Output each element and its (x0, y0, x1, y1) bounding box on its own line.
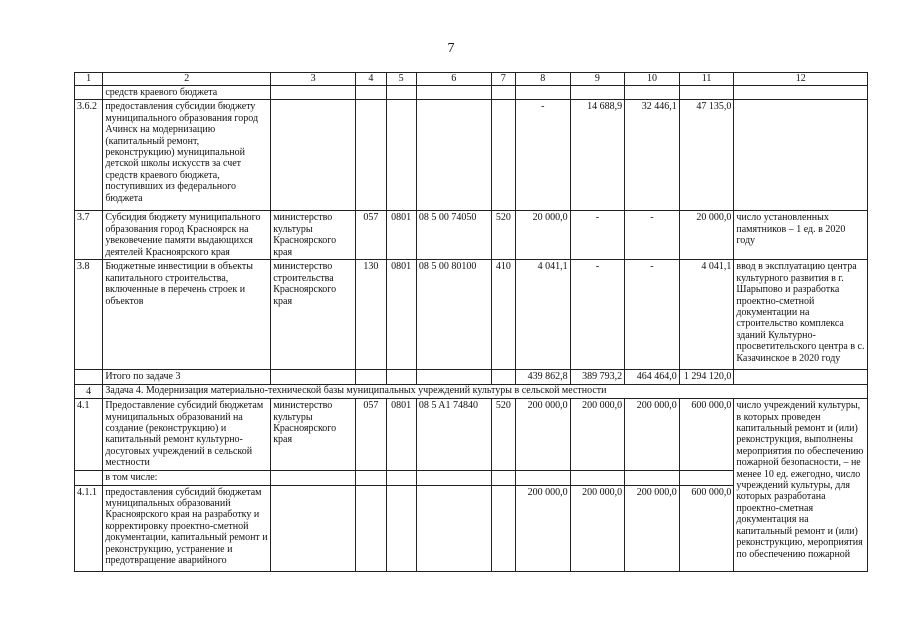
row-number: 4.1.1 (75, 485, 103, 571)
value-2021: 200 000,0 (625, 399, 680, 471)
total-2019: 439 862,8 (515, 370, 570, 384)
total-2021: 464 464,0 (625, 370, 680, 384)
value-2019: 200 000,0 (515, 399, 570, 471)
column-header: 9 (570, 73, 625, 86)
column-header: 10 (625, 73, 680, 86)
column-header: 6 (416, 73, 491, 86)
code-section: 0801 (386, 399, 416, 471)
task-heading-row (75, 384, 868, 398)
value-2019: 200 000,0 (515, 485, 570, 571)
code-section: 0801 (386, 211, 416, 260)
responsible-org: министерство строительства Красноярского края (271, 260, 356, 370)
value-2021: - (625, 211, 680, 260)
table-row (75, 211, 868, 260)
value-2020: 200 000,0 (570, 399, 625, 471)
column-header: 7 (491, 73, 515, 86)
value-2019: 4 041,1 (515, 260, 570, 370)
row-number: 4.1 (75, 399, 103, 471)
page-number: 7 (447, 41, 455, 56)
value-2021: - (625, 260, 680, 370)
total-row (75, 370, 868, 384)
value-total: 600 000,0 (679, 399, 734, 471)
measure-name: Предоставление субсидий бюджетам муниципальных образований на создание (реконструкцию) и капитальный ремонт культурно-досуговых учреждений в сельской местности (103, 399, 271, 471)
column-header: 11 (679, 73, 734, 86)
including-label: в том числе: (103, 471, 271, 485)
code-grbs: 130 (356, 260, 386, 370)
code-grbs: 057 (356, 399, 386, 471)
measure-name: Субсидия бюджету муниципального образования город Красноярск на увековечение памяти выдающихся деятелей Красноярского края (103, 211, 271, 260)
responsible-org: министерство культуры Красноярского края (271, 399, 356, 471)
value-2020: - (570, 211, 625, 260)
code-grbs: 057 (356, 211, 386, 260)
value-2021: 32 446,1 (625, 100, 680, 211)
code-section: 0801 (386, 260, 416, 370)
code-target: 08 5 00 74050 (416, 211, 491, 260)
table-row (75, 260, 868, 370)
value-2021: 200 000,0 (625, 485, 680, 571)
value-total: 47 135,0 (679, 100, 734, 211)
column-header: 2 (103, 73, 271, 86)
column-header: 12 (734, 73, 868, 86)
table-row (75, 100, 868, 211)
column-header: 8 (515, 73, 570, 86)
table-row (75, 86, 868, 100)
code-expense-type: 520 (491, 399, 515, 471)
code-expense-type: 520 (491, 211, 515, 260)
expected-result: число установленных памятников – 1 ед. в 2020 году (734, 211, 868, 260)
column-header: 4 (356, 73, 386, 86)
measure-name: предоставления субсидии бюджету муниципального образования город Ачинск на модернизацию (капитальный ремонт, реконструкцию) муниципальной детской школы искусств за счет средств краевого бюджета, поступивших из федерального бюджета (103, 100, 271, 211)
value-total: 4 041,1 (679, 260, 734, 370)
code-target: 08 5 A1 74840 (416, 399, 491, 471)
value-2019: - (515, 100, 570, 211)
value-2020: - (570, 260, 625, 370)
row-number: 4 (75, 384, 103, 398)
value-total: 600 000,0 (679, 485, 734, 571)
row-number: 3.8 (75, 260, 103, 370)
total-label: Итого по задаче 3 (103, 370, 271, 384)
expected-result: число учреждений культуры, в которых проведен капитальный ремонт и (или) реконструкция, выполнены мероприятия по обеспечению пожарной безопасности, – не менее 10 ед. ежегодно, число учреждений культуры, для которых разработана проектно-сметная документация на капитальный ремонт и (или) реконструкцию, мероприятия по обеспечению пожарной (734, 399, 868, 571)
code-target: 08 5 00 80100 (416, 260, 491, 370)
total-2020: 389 793,2 (570, 370, 625, 384)
row-number: 3.6.2 (75, 100, 103, 211)
value-2020: 200 000,0 (570, 485, 625, 571)
column-header: 1 (75, 73, 103, 86)
column-header: 3 (271, 73, 356, 86)
measure-name: Бюджетные инвестиции в объекты капитального строительства, включенные в перечень строек и объектов (103, 260, 271, 370)
column-header: 5 (386, 73, 416, 86)
program-table (74, 72, 868, 572)
value-2020: 14 688,9 (570, 100, 625, 211)
task-heading: Задача 4. Модернизация материально-технической базы муниципальных учреждений культуры в сельской местности (103, 384, 868, 398)
column-number-row (75, 73, 868, 86)
value-total: 20 000,0 (679, 211, 734, 260)
measure-name: предоставления субсидий бюджетам муниципальных образований Красноярского края на разработку и корректировку проектно-сметной документации, капитальный ремонт и реконструкцию, устранение и предотвращение аварийного (103, 485, 271, 571)
expected-result: ввод в эксплуатацию центра культурного развития в г. Шарыпово и разработка проектно-сметной документации на строительство комплекса зданий Культурно-просветительского центра в с. Казачинское в 2020 году (734, 260, 868, 370)
table-row (75, 399, 868, 471)
total-all: 1 294 120,0 (679, 370, 734, 384)
code-expense-type: 410 (491, 260, 515, 370)
responsible-org: министерство культуры Красноярского края (271, 211, 356, 260)
row-number: 3.7 (75, 211, 103, 260)
continuation-text: средств краевого бюджета (103, 86, 271, 100)
value-2019: 20 000,0 (515, 211, 570, 260)
